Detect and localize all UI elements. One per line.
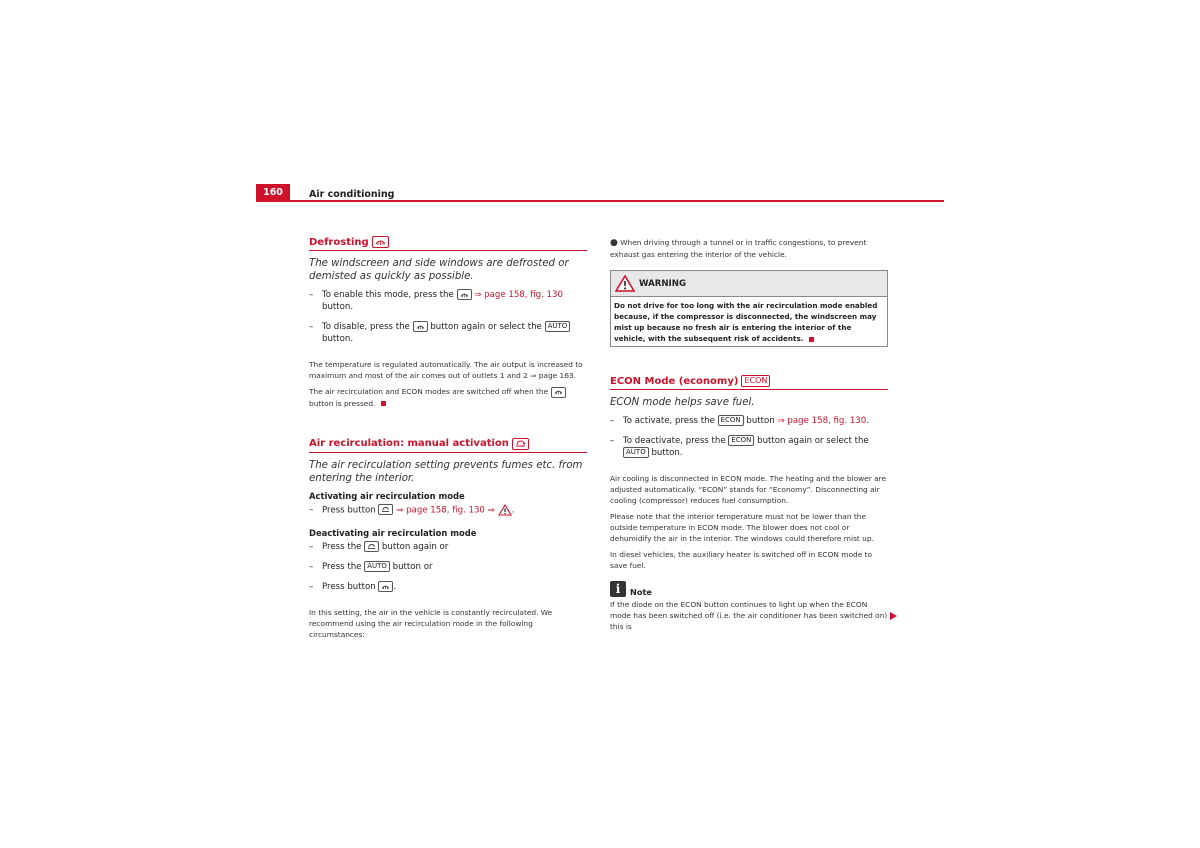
auto-key: AUTO: [623, 447, 649, 458]
warning-triangle-icon: [498, 504, 512, 516]
section-end-marker-icon: [809, 337, 814, 342]
deactivating-subheading: Deactivating air recirculation mode: [309, 528, 477, 538]
page-reference-link[interactable]: ⇒ page 158, fig. 130.: [777, 416, 869, 426]
note-body: If the diode on the ECON button continues to light up when the ECON mode has been switched off (i.e. the air conditioner has been switched on) this is: [610, 600, 888, 631]
page-number: 160: [256, 184, 290, 201]
continue-arrow-icon: [890, 612, 897, 620]
step-text: button.: [322, 302, 354, 312]
defrost-button-icon: [551, 387, 566, 398]
recirculation-button-icon: [364, 541, 379, 552]
step-text: button or: [392, 562, 433, 572]
page-reference-link[interactable]: ⇒ page 158, fig. 130 ⇒: [396, 505, 495, 515]
econ-step-activate: – To activate, press the ECON button ⇒ page 158, fig. 130.: [610, 416, 869, 426]
step-text: Press the: [322, 542, 362, 552]
econ-heading: [610, 375, 888, 390]
step-text: Press the: [322, 562, 362, 572]
warning-box: [610, 270, 888, 347]
defrost-paragraph-2: [309, 386, 587, 409]
econ-step-deactivate: – To deactivate, press the ECON button again or select the AUTO button.: [610, 436, 869, 458]
header-rule: [256, 200, 944, 202]
defrosting-intro: The windscreen and side windows are defrosted or demisted as quickly as possible.: [309, 258, 569, 282]
recirculation-intro: The air recirculation setting prevents fumes etc. from entering the interior.: [309, 459, 583, 484]
econ-paragraph-3: In diesel vehicles, the auxiliary heater is switched off in ECON mode to save fuel.: [610, 550, 873, 570]
step-text: button again or select the: [430, 322, 542, 332]
note-title: Note: [630, 587, 652, 597]
bullet-icon: ●: [610, 238, 618, 248]
econ-button-key: ECON: [728, 435, 754, 446]
recirc-deactivate-step-2: – Press the AUTO button or: [309, 562, 433, 572]
econ-button-key: ECON: [718, 415, 744, 426]
warning-text: Do not drive for too long with the air recirculation mode enabled because, if the compressor is disconnected, the windscreen may mist up because no fresh air is entering the interior of the vehicle, with the subsequent risk of accidents.: [614, 301, 878, 343]
defrost-step-disable: – To disable, press the button again or select the AUTO button.: [309, 321, 587, 345]
recirc-deactivate-step-3: – Press button .: [309, 582, 397, 592]
econ-intro: ECON mode helps save fuel.: [610, 397, 755, 408]
page-reference-link[interactable]: ⇒ page 158, fig. 130: [474, 290, 563, 300]
bullet-item: [610, 237, 888, 260]
step-text: button.: [322, 334, 354, 344]
step-text: To enable this mode, press the: [322, 290, 454, 300]
note-heading: [610, 581, 888, 597]
step-text: To disable, press the: [322, 322, 410, 332]
recirculation-button-icon: [378, 504, 393, 515]
defrost-button-icon: [378, 581, 393, 592]
step-text: button again or: [381, 542, 449, 552]
defrosting-title: Defrosting: [309, 236, 369, 248]
recirc-paragraph: In this setting, the air in the vehicle is constantly recirculated. We recommend using the air recirculation mode in the following circumstances:: [309, 608, 553, 639]
para-text: button is pressed.: [309, 398, 376, 408]
warning-title: WARNING: [639, 278, 686, 289]
defrost-icon: [372, 236, 389, 248]
warning-triangle-icon: [615, 275, 635, 292]
defrosting-heading: [309, 236, 587, 251]
step-text: button: [746, 416, 775, 426]
warning-body: [611, 297, 887, 346]
econ-paragraph-1: Air cooling is disconnected in ECON mode. The heating and the blower are adjusted automatically. “ECON” stands for “Economy”. Disconnecting air cooling (compressor) reduces fuel consumption.: [610, 474, 887, 505]
step-text: Press button: [322, 505, 376, 515]
recirculation-heading: [309, 438, 587, 453]
defrost-step-enable: – To enable this mode, press the ⇒ page 158, fig. 130 button.: [309, 290, 563, 312]
recirc-deactivate-step-1: – Press the button again or: [309, 542, 449, 552]
activating-subheading: Activating air recirculation mode: [309, 490, 465, 501]
bullet-text: When driving through a tunnel or in traffic congestions, to prevent exhaust gas entering the interior of the vehicle.: [610, 238, 867, 259]
step-text: button again or select the: [757, 436, 869, 446]
step-text: Press button: [322, 582, 376, 592]
section-end-marker-icon: [381, 401, 386, 406]
step-text: button.: [651, 448, 683, 458]
chapter-title: Air conditioning: [309, 189, 395, 200]
auto-key: AUTO: [545, 321, 571, 332]
info-icon: i: [610, 581, 626, 597]
step-text: To activate, press the: [623, 416, 715, 426]
recirc-activate-step: – Press button ⇒ page 158, fig. 130 ⇒ .: [309, 504, 515, 515]
defrost-paragraph-1: The temperature is regulated automatically. The air output is increased to maximum and most of the air comes out of outlets 1 and 2 ⇒ page 163.: [309, 360, 583, 380]
defrost-button-icon: [413, 321, 428, 332]
left-column: [309, 236, 587, 645]
econ-key: ECON: [741, 375, 770, 387]
para-text: The air recirculation and ECON modes are switched off when the: [309, 387, 549, 396]
recirculation-title: Air recirculation: manual activation: [309, 438, 509, 449]
right-column: [610, 237, 888, 637]
warning-header: [611, 271, 887, 297]
econ-paragraph-2: Please note that the interior temperature must not be lower than the outside temperature in ECON mode. The blower does not cool or dehumidify the air in the interior. The windows could therefore mist up.: [610, 512, 874, 543]
defrost-button-icon: [457, 289, 472, 300]
auto-key: AUTO: [364, 561, 390, 572]
step-text: To deactivate, press the: [623, 436, 726, 446]
recirculation-icon: [512, 438, 529, 450]
econ-title: ECON Mode (economy): [610, 375, 739, 387]
